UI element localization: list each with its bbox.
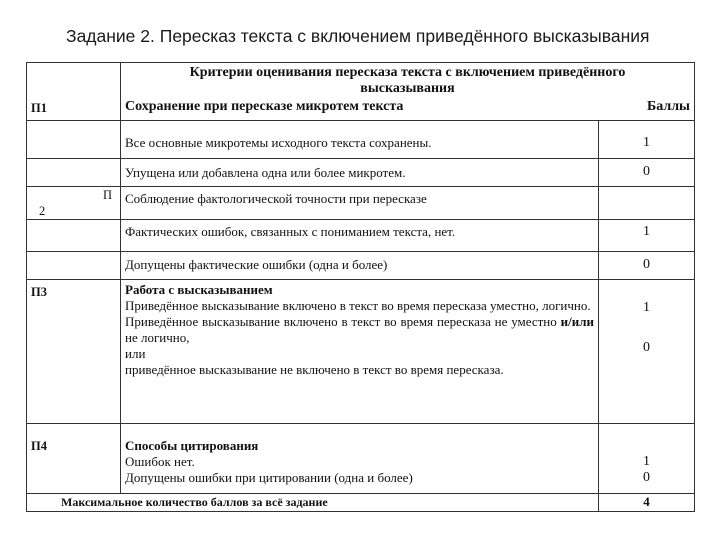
table-header-row <box>27 63 695 121</box>
criteria-table <box>26 62 695 512</box>
points-cell-empty <box>599 187 695 220</box>
criterion-code-k1: П1 <box>27 63 121 121</box>
k3-row1-points: 1 <box>643 300 650 315</box>
criterion-code-k3: П3 <box>27 280 121 424</box>
table-footer-row <box>27 494 695 512</box>
k1-row1-text: Все основные микротемы исходного текста сохранены. <box>121 121 599 159</box>
k2-row2-text: Допущены фактические ошибки (одна и более) <box>121 252 599 280</box>
k3-row2-points: 0 <box>643 340 650 355</box>
k3-row2-bold: и/или <box>560 314 594 329</box>
footer-label: Максимальное количество баллов за всё задание <box>27 494 599 512</box>
k1-row1-points: 1 <box>599 121 695 159</box>
k4-row1-text: Ошибок нет. <box>125 454 195 469</box>
k3-row1-text: Приведённое высказывание включено в текст во время пересказа уместно, логично. <box>125 298 591 313</box>
k2-heading: Соблюдение фактологической точности при пересказе <box>121 187 599 220</box>
k4-content <box>121 424 599 494</box>
criterion-code-k2 <box>27 187 121 220</box>
footer-points: 4 <box>599 494 695 512</box>
table-header-line2: высказывания <box>360 81 455 96</box>
code-cell-empty <box>27 220 121 252</box>
k3-row2-or: или <box>125 346 146 361</box>
criterion-code-k4: П4 <box>27 424 121 494</box>
table-row <box>27 424 695 494</box>
k2-code-line1: П <box>102 188 112 202</box>
k3-row2-part-c: приведённое высказывание не включено в текст во время пересказа. <box>125 362 504 377</box>
table-header-line1: Критерии оценивания пересказа текста с включением приведённого <box>189 65 626 80</box>
k3-row2-part-b: не логично, <box>125 330 190 345</box>
code-cell-empty <box>27 121 121 159</box>
points-column-label: Баллы <box>646 99 690 114</box>
page-title: Задание 2. Пересказ текста с включением приведённого высказывания <box>66 26 650 46</box>
table-row <box>27 280 695 424</box>
k4-row2-points: 0 <box>643 470 650 485</box>
k3-heading: Работа с высказыванием <box>125 282 273 297</box>
k4-heading: Способы цитирования <box>125 438 259 453</box>
k1-heading-line <box>125 99 690 115</box>
k2-row1-text: Фактических ошибок, связанных с пониманием текста, нет. <box>121 220 599 252</box>
k1-row2-points: 0 <box>599 159 695 187</box>
k1-row2-text: Упущена или добавлена одна или более микротем. <box>121 159 599 187</box>
k3-points <box>599 280 695 424</box>
table-row <box>27 121 695 159</box>
table-row <box>27 159 695 187</box>
k1-heading: Сохранение при пересказе микротем текста <box>125 99 404 114</box>
k2-row1-points: 1 <box>599 220 695 252</box>
table-row <box>27 220 695 252</box>
k4-points <box>599 424 695 494</box>
table-row <box>27 187 695 220</box>
code-cell-empty <box>27 159 121 187</box>
k4-row1-points: 1 <box>643 454 650 469</box>
k3-row2-text <box>125 314 594 346</box>
k3-row2-part-a: Приведённое высказывание включено в текст во время пересказа не уместно <box>125 314 561 329</box>
k3-content <box>121 280 599 424</box>
k2-row2-points: 0 <box>599 252 695 280</box>
table-row <box>27 252 695 280</box>
code-cell-empty <box>27 252 121 280</box>
k2-code-line2: 2 <box>39 204 46 218</box>
k4-row2-text: Допущены ошибки при цитировании (одна и более) <box>125 470 413 485</box>
header-cell <box>121 63 695 121</box>
